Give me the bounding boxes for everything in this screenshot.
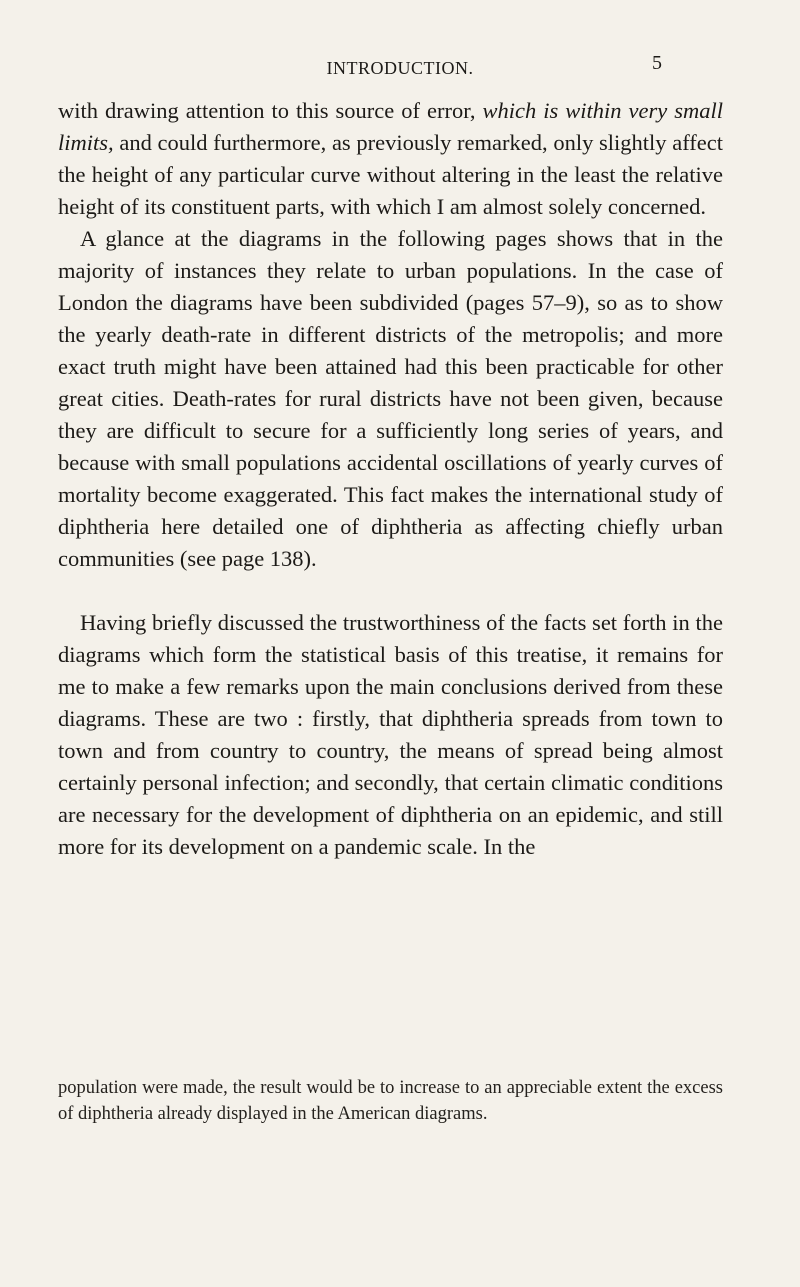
paragraph-1-start: with drawing attention to this source of error, (58, 98, 483, 123)
paragraph-1 (58, 95, 723, 223)
paragraph-1-italic: which is within very small limits, (58, 98, 723, 155)
running-head: INTRODUCTION. (326, 58, 474, 78)
body-text (58, 95, 723, 863)
page-number: 5 (652, 52, 662, 74)
footnote: population were made, the result would be to increase to an appreciable extent the excess of diphtheria already displayed in the American diagrams. (58, 1078, 723, 1124)
paragraph-3: Having briefly discussed the trustworthiness of the facts set forth in the diagrams which form the statistical basis of this treatise, it remains for me to make a few remarks upon the main conclusions derived from these diagrams. These are two : firstly, that diphtheria spreads from town to town and from country to country, the means of spread being almost certainly personal infection; and secondly, that certain climatic conditions are necessary for the development of diphtheria on an epidemic, and still more for its development on a pandemic scale. In the (58, 610, 723, 859)
paragraph-1-end: and could furthermore, as previously remarked, only slightly affect the height of any particular curve without altering in the least the relative height of its constituent parts, with which I am almost solely concerned. (58, 130, 723, 219)
paragraph-2: A glance at the diagrams in the following pages shows that in the majority of instances they relate to urban populations. In the case of London the diagrams have been subdivided (pages 57–9), so as to show the yearly death-rate in different districts of the metropolis; and more exact truth might have been attained had this been practicable for other great cities. Death-rates for rural districts have not been given, because they are difficult to secure for a sufficiently long series of years, and because with small populations accidental oscillations of yearly curves of mortality become exaggerated. This fact makes the international study of diphtheria here detailed one of diphtheria as affecting chiefly urban communities (see page 138). (58, 226, 723, 571)
